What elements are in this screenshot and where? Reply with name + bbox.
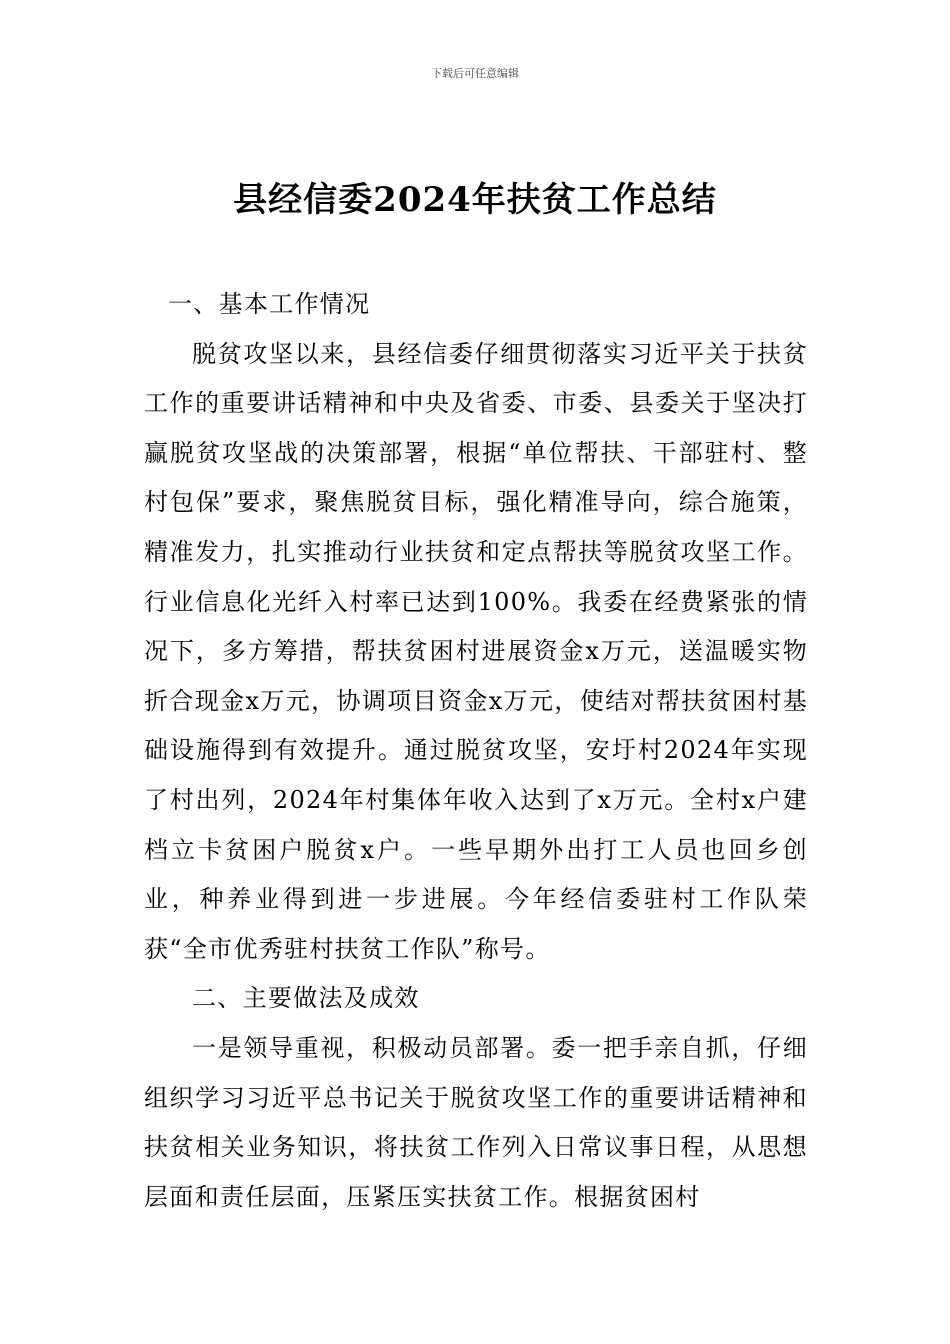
page-header-note: 下载后可任意编辑 xyxy=(431,67,519,80)
paragraph-main-practices: 一是领导重视，积极动员部署。委一把手亲自抓，仔细组织学习习近平总书记关于脱贫攻坚工作的重要讲话精神和扶贫相关业务知识，将扶贫工作列入日常议事日程，从思想层面和责任层面，压紧压实扶贫工作。根据贫困村 xyxy=(144,1033,808,1211)
document-title: 县经信委2024年扶贫工作总结 xyxy=(233,180,717,220)
section-heading-basic-situation: 一、基本工作情况 xyxy=(168,290,371,318)
paragraph-basic-situation: 脱贫攻坚以来，县经信委仔细贯彻落实习近平关于扶贫工作的重要讲话精神和中央及省委、市委、县委关于坚决打赢脱贫攻坚战的决策部署，根据“单位帮扶、干部驻村、整村包保”要求，聚焦脱贫目标，强化精准导向，综合施策，精准发力，扎实推动行业扶贫和定点帮扶等脱贫攻坚工作。行业信息化光纤入村率已达到100%。我委在经费紧张的情况下，多方筹措，帮扶贫困村进展资金x万元，送温暖实物折合现金x万元，协调项目资金x万元，使结对帮扶贫困村基础设施得到有效提升。通过脱贫攻坚，安圩村2024年实现了村出列，2024年村集体年收入达到了x万元。全村x户建档立卡贫困户脱贫x户。一些早期外出打工人员也回乡创业，种养业得到进一步进展。今年经信委驻村工作队荣获“全市优秀驻村扶贫工作队”称号。 xyxy=(144,339,808,963)
section-heading-main-practices: 二、主要做法及成效 xyxy=(192,984,420,1013)
document-body xyxy=(144,280,808,1222)
